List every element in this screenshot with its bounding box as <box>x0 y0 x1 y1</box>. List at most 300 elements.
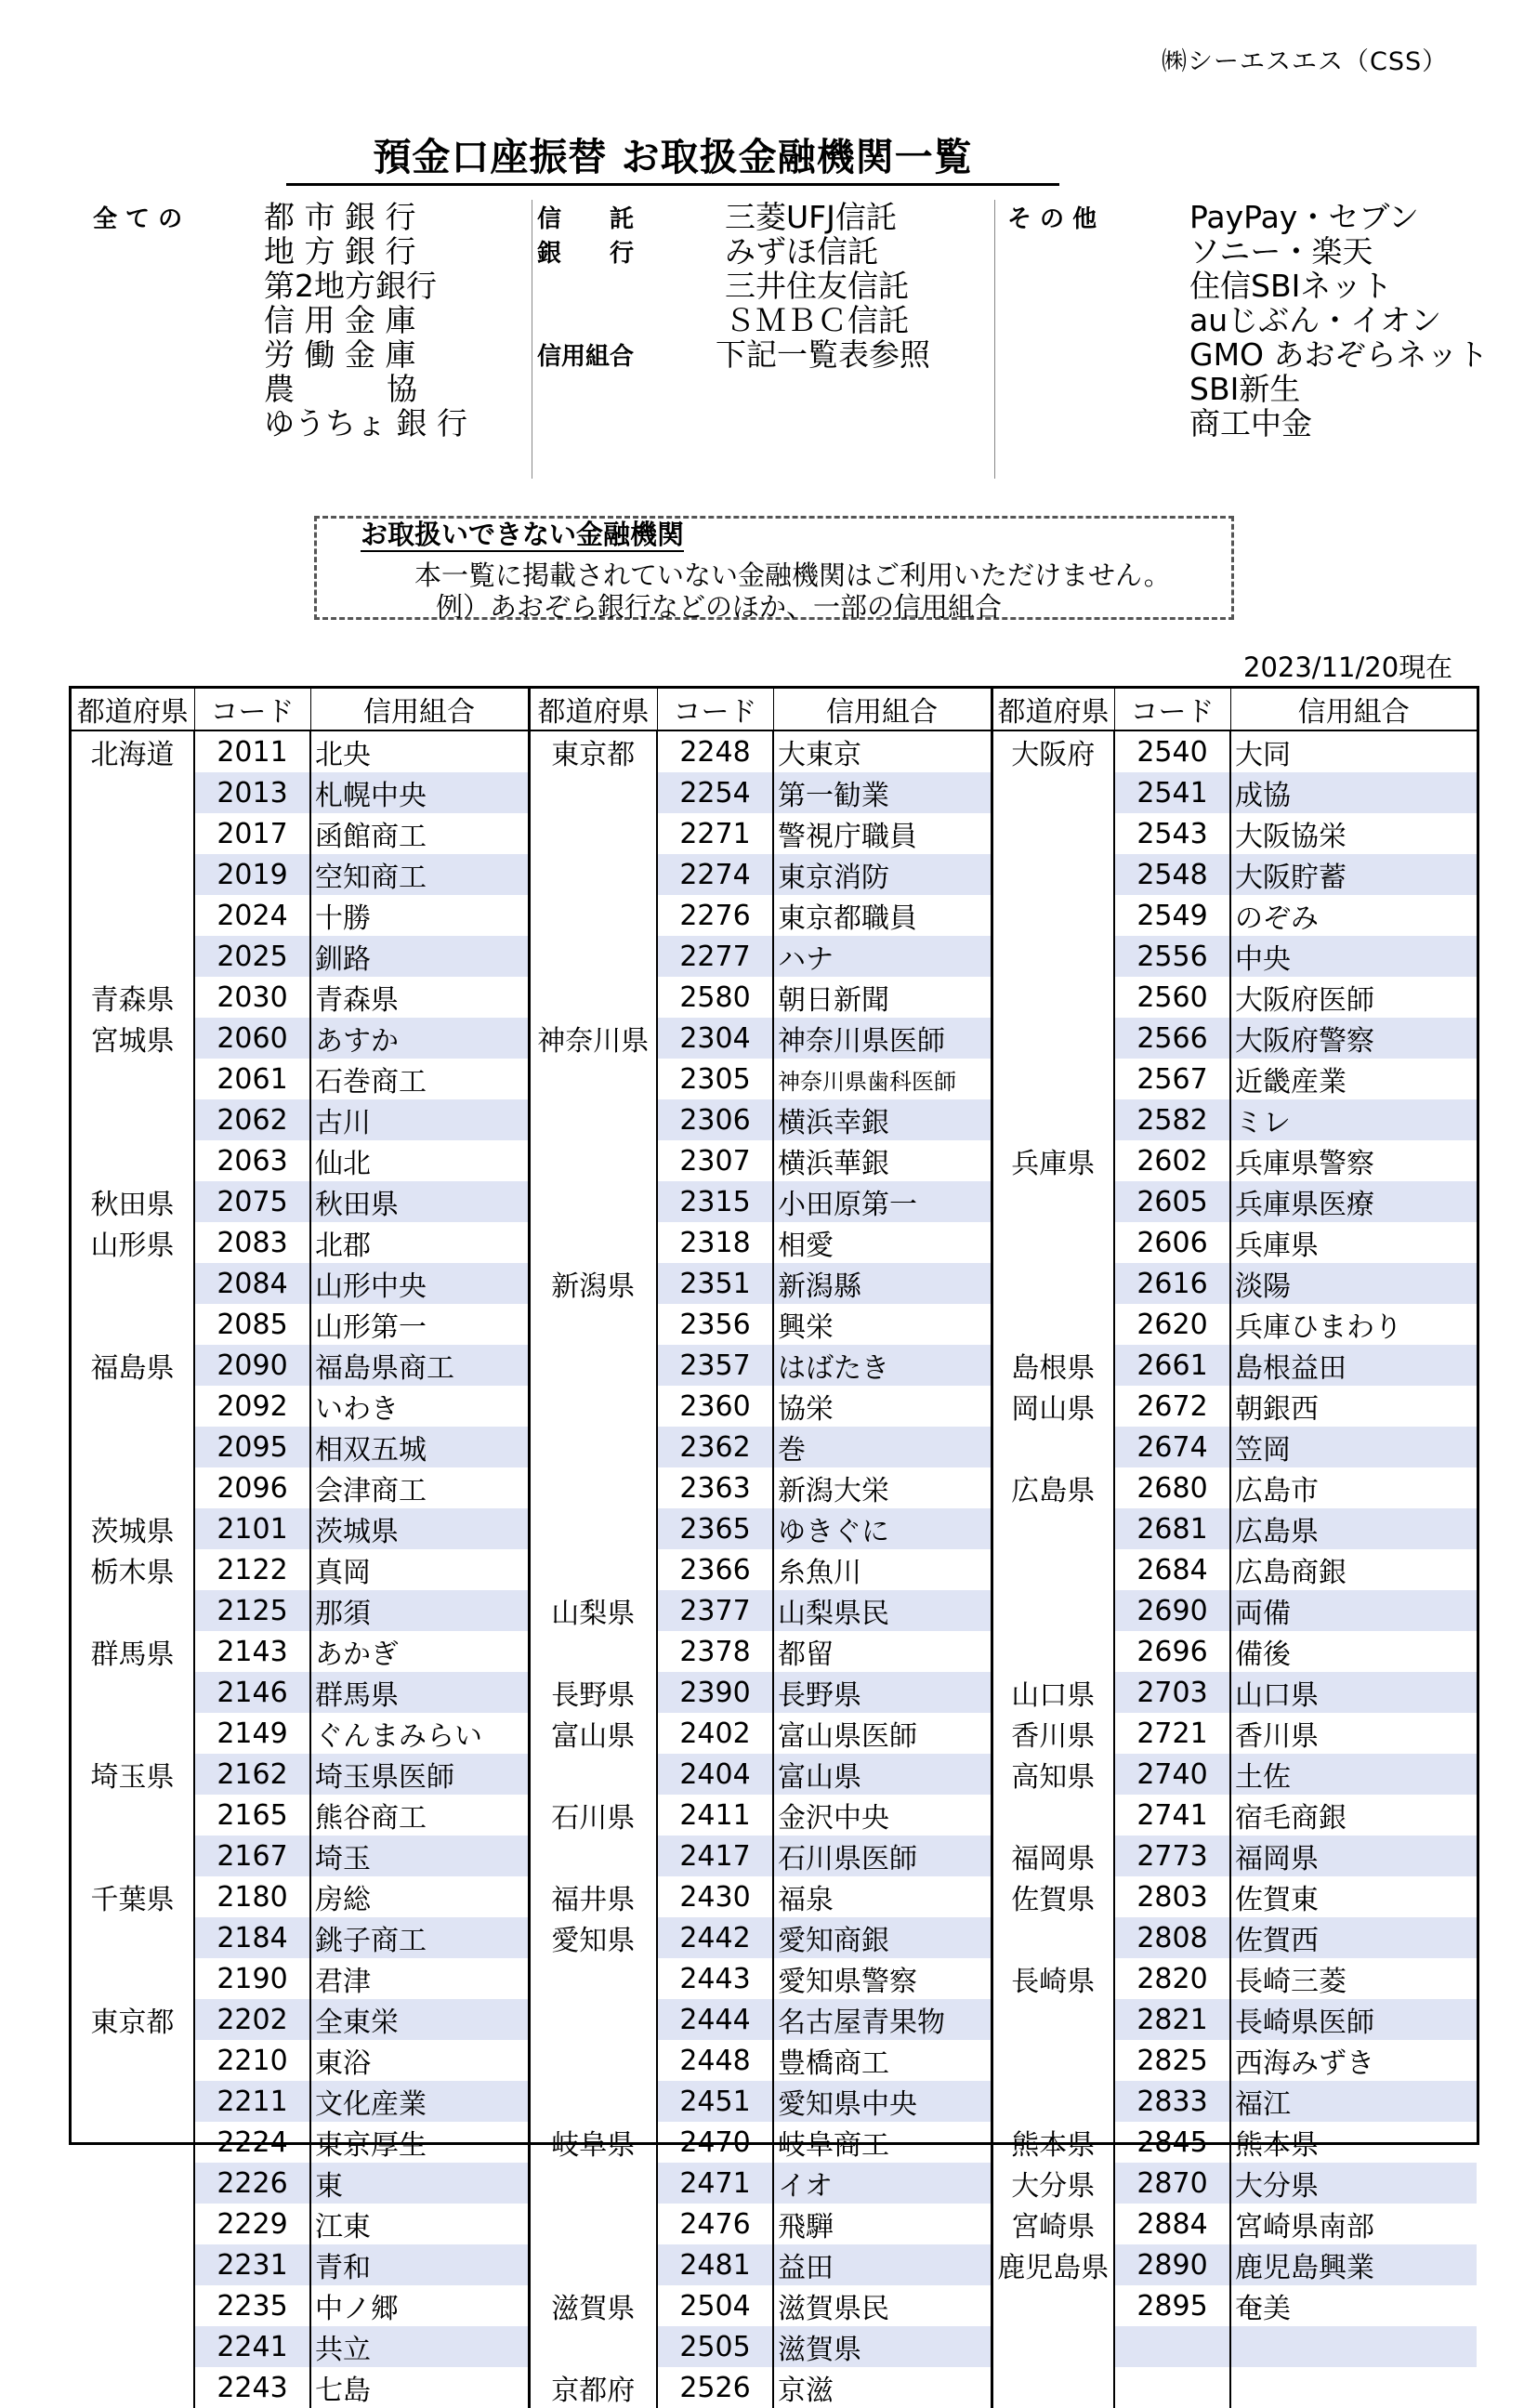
code-cell: 2721 <box>1114 1713 1230 1754</box>
union-name-cell: 埼玉 <box>310 1836 529 1876</box>
union-name-cell: 群馬県 <box>310 1672 529 1713</box>
table-row <box>72 1018 1477 1059</box>
code-cell: 2548 <box>1114 854 1230 895</box>
code-cell: 2543 <box>1114 813 1230 854</box>
union-name-cell: 空知商工 <box>310 854 529 895</box>
code-cell: 2616 <box>1114 1263 1230 1304</box>
union-name-cell: 会津商工 <box>310 1467 529 1508</box>
prefecture-cell <box>992 813 1114 854</box>
union-name-cell: 佐賀西 <box>1230 1917 1477 1958</box>
union-name-cell: 飛騨 <box>773 2204 992 2244</box>
table-row <box>72 772 1477 813</box>
prefecture-cell <box>529 1304 657 1345</box>
code-cell: 2825 <box>1114 2040 1230 2081</box>
code-cell: 2541 <box>1114 772 1230 813</box>
code-cell: 2318 <box>657 1222 773 1263</box>
prefecture-cell <box>529 1467 657 1508</box>
prefecture-cell <box>72 1263 194 1304</box>
union-name-cell: 香川県 <box>1230 1713 1477 1754</box>
category-item: 労 働 金 庫 <box>264 336 416 373</box>
code-cell: 2681 <box>1114 1508 1230 1549</box>
prefecture-cell <box>529 1958 657 1999</box>
union-name-cell: 広島商銀 <box>1230 1549 1477 1590</box>
category-item: 都 市 銀 行 <box>264 199 416 235</box>
prefecture-cell <box>529 2204 657 2244</box>
union-name-cell: 東 <box>310 2163 529 2204</box>
table-row <box>72 1059 1477 1099</box>
code-cell: 2224 <box>194 2122 310 2163</box>
union-name-cell: 興栄 <box>773 1304 992 1345</box>
prefecture-cell <box>72 1958 194 1999</box>
company-name: ㈱シーエスエス（CSS） <box>1162 47 1449 76</box>
prefecture-cell: 大分県 <box>992 2163 1114 2204</box>
page-title: 預金口座振替 お取扱金融機関一覧 <box>286 126 1059 186</box>
table-row <box>72 895 1477 936</box>
table-row <box>72 1467 1477 1508</box>
code-cell <box>1114 2326 1230 2367</box>
code-cell: 2017 <box>194 813 310 854</box>
union-name-cell: 東京都職員 <box>773 895 992 936</box>
code-cell: 2430 <box>657 1876 773 1917</box>
union-name-cell: 熊谷商工 <box>310 1795 529 1836</box>
category-item: 農 協 <box>264 371 417 407</box>
prefecture-cell <box>529 1140 657 1181</box>
union-name-cell: 長崎県医師 <box>1230 1999 1477 2040</box>
union-name-cell: 近畿産業 <box>1230 1059 1477 1099</box>
code-cell: 2845 <box>1114 2122 1230 2163</box>
code-cell: 2684 <box>1114 1549 1230 1590</box>
code-cell: 2606 <box>1114 1222 1230 1263</box>
code-cell: 2560 <box>1114 977 1230 1018</box>
category-item: 信 用 金 庫 <box>264 302 416 338</box>
union-name-cell: 君津 <box>310 1958 529 1999</box>
prefecture-cell <box>72 1427 194 1467</box>
code-cell: 2167 <box>194 1836 310 1876</box>
prefecture-cell: 島根県 <box>992 1345 1114 1386</box>
category-all-items <box>264 200 467 441</box>
union-name-cell: 土佐 <box>1230 1754 1477 1795</box>
table-row <box>72 1876 1477 1917</box>
code-cell <box>1114 2367 1230 2408</box>
code-cell: 2024 <box>194 895 310 936</box>
table-row <box>72 2040 1477 2081</box>
prefecture-cell <box>529 1059 657 1099</box>
code-cell: 2476 <box>657 2204 773 2244</box>
union-name-cell: 古川 <box>310 1099 529 1140</box>
code-cell: 2377 <box>657 1590 773 1631</box>
category-other-items <box>1189 200 1489 441</box>
code-cell: 2274 <box>657 854 773 895</box>
union-name-cell: 福泉 <box>773 1876 992 1917</box>
union-name-cell: 青森県 <box>310 977 529 1018</box>
prefecture-cell <box>992 895 1114 936</box>
header-prefecture: 都道府県 <box>72 689 194 730</box>
code-cell: 2075 <box>194 1181 310 1222</box>
prefecture-cell <box>529 1754 657 1795</box>
table-row <box>72 1222 1477 1263</box>
prefecture-cell: 新潟県 <box>529 1263 657 1304</box>
prefecture-cell <box>992 1099 1114 1140</box>
prefecture-cell <box>992 977 1114 1018</box>
table-row <box>72 730 1477 772</box>
prefecture-cell: 秋田県 <box>90 1189 175 1221</box>
union-name-cell: 都留 <box>773 1631 992 1672</box>
prefecture-cell <box>529 977 657 1018</box>
union-name-cell: 西海みずき <box>1230 2040 1477 2081</box>
category-other-label: そ の 他 <box>1007 205 1097 233</box>
union-name-cell: 長野県 <box>773 1672 992 1713</box>
code-cell: 2870 <box>1114 2163 1230 2204</box>
union-name-cell: 兵庫県 <box>1230 1222 1477 1263</box>
union-name-cell: 糸魚川 <box>773 1549 992 1590</box>
table-row <box>72 854 1477 895</box>
code-cell: 2306 <box>657 1099 773 1140</box>
table-row <box>72 1345 1477 1386</box>
prefecture-cell <box>529 1836 657 1876</box>
code-cell: 2471 <box>657 2163 773 2204</box>
table-row <box>72 2163 1477 2204</box>
prefecture-cell: 鹿児島県 <box>992 2244 1114 2285</box>
union-name-cell: 青和 <box>310 2244 529 2285</box>
prefecture-cell <box>992 1590 1114 1631</box>
union-name-cell: 福江 <box>1230 2081 1477 2122</box>
prefecture-cell <box>992 1795 1114 1836</box>
union-name-cell: 房総 <box>310 1876 529 1917</box>
code-cell: 2229 <box>194 2204 310 2244</box>
union-name-cell: ゆきぐに <box>773 1508 992 1549</box>
table-row <box>72 813 1477 854</box>
code-cell: 2582 <box>1114 1099 1230 1140</box>
prefecture-cell: 広島県 <box>992 1467 1114 1508</box>
union-name-cell: 滋賀県 <box>773 2326 992 2367</box>
prefecture-cell <box>992 2285 1114 2326</box>
prefecture-cell <box>72 2244 194 2285</box>
table-header-row <box>72 689 1477 730</box>
code-cell: 2620 <box>1114 1304 1230 1345</box>
code-cell: 2305 <box>657 1059 773 1099</box>
union-name-cell: 宿毛商銀 <box>1230 1795 1477 1836</box>
table-row <box>72 1508 1477 1549</box>
prefecture-cell <box>992 1222 1114 1263</box>
code-cell: 2210 <box>194 2040 310 2081</box>
table-row <box>72 1917 1477 1958</box>
code-cell: 2360 <box>657 1386 773 1427</box>
code-cell: 2674 <box>1114 1427 1230 1467</box>
code-cell: 2090 <box>194 1345 310 1386</box>
code-cell: 2254 <box>657 772 773 813</box>
prefecture-cell <box>72 1917 194 1958</box>
union-name-cell: 奄美 <box>1230 2285 1477 2326</box>
code-cell: 2248 <box>657 730 773 772</box>
code-cell: 2101 <box>194 1508 310 1549</box>
code-cell: 2444 <box>657 1999 773 2040</box>
table-row <box>72 2204 1477 2244</box>
union-name-cell: 横浜幸銀 <box>773 1099 992 1140</box>
code-cell: 2773 <box>1114 1836 1230 1876</box>
union-name-cell: 第一勧業 <box>773 772 992 813</box>
table-row <box>72 2122 1477 2163</box>
table-row <box>72 1099 1477 1140</box>
union-name-cell: 金沢中央 <box>773 1795 992 1836</box>
union-name-cell: 愛知県中央 <box>773 2081 992 2122</box>
prefecture-cell <box>72 2040 194 2081</box>
union-name-cell: いわき <box>310 1386 529 1427</box>
union-name-cell: 北央 <box>310 730 529 772</box>
credit-union-note: 下記一覧表参照 <box>716 336 930 373</box>
as-of-date: 2023/11/20現在 <box>1243 651 1453 683</box>
prefecture-cell <box>529 2326 657 2367</box>
union-name-cell: 埼玉県医師 <box>310 1754 529 1795</box>
category-item: GMO あおぞらネット <box>1189 336 1489 373</box>
union-name-cell: 仙北 <box>310 1140 529 1181</box>
category-item: みずほ信託 <box>725 233 878 270</box>
code-cell: 2417 <box>657 1836 773 1876</box>
table-row <box>72 1958 1477 1999</box>
union-name-cell: 大同 <box>1230 730 1477 772</box>
prefecture-cell: 京都府 <box>529 2367 657 2408</box>
union-name-cell: 七島 <box>310 2367 529 2408</box>
prefecture-cell <box>992 1631 1114 1672</box>
prefecture-cell <box>992 1917 1114 1958</box>
prefecture-cell <box>72 2081 194 2122</box>
table-row <box>72 2081 1477 2122</box>
code-cell: 2190 <box>194 1958 310 1999</box>
code-cell: 2703 <box>1114 1672 1230 1713</box>
code-cell: 2362 <box>657 1427 773 1467</box>
table-row <box>72 1590 1477 1631</box>
code-cell: 2243 <box>194 2367 310 2408</box>
code-cell: 2526 <box>657 2367 773 2408</box>
code-cell: 2741 <box>1114 1795 1230 1836</box>
notice-line: 本一覧に掲載されていない金融機関はご利用いただけません。 <box>414 559 1171 591</box>
table-row <box>72 2244 1477 2285</box>
prefecture-cell <box>529 1427 657 1467</box>
union-name-cell: 大東京 <box>773 730 992 772</box>
table-row <box>72 2285 1477 2326</box>
table-row <box>72 1140 1477 1181</box>
union-name-cell: 名古屋青果物 <box>773 1999 992 2040</box>
table-row <box>72 1754 1477 1795</box>
code-cell: 2442 <box>657 1917 773 1958</box>
prefecture-cell: 青森県 <box>90 984 175 1017</box>
prefecture-cell <box>529 2081 657 2122</box>
table-row <box>72 2326 1477 2367</box>
prefecture-cell: 東京都 <box>90 2007 175 2039</box>
code-cell: 2740 <box>1114 1754 1230 1795</box>
union-name-cell: あすか <box>310 1018 529 1059</box>
header-prefecture: 都道府県 <box>529 689 657 730</box>
code-cell: 2690 <box>1114 1590 1230 1631</box>
union-name-cell: イオ <box>773 2163 992 2204</box>
code-cell: 2271 <box>657 813 773 854</box>
code-cell: 2672 <box>1114 1386 1230 1427</box>
category-item: ソニー・楽天 <box>1189 233 1373 270</box>
code-cell: 2184 <box>194 1917 310 1958</box>
prefecture-cell: 富山県 <box>529 1713 657 1754</box>
code-cell: 2084 <box>194 1263 310 1304</box>
code-cell: 2378 <box>657 1631 773 1672</box>
union-name-cell: 島根益田 <box>1230 1345 1477 1386</box>
union-name-cell: 滋賀県民 <box>773 2285 992 2326</box>
header-prefecture: 都道府県 <box>992 689 1114 730</box>
union-name-cell: 東京厚生 <box>310 2122 529 2163</box>
table-row <box>72 1263 1477 1304</box>
union-name-cell: 神奈川県医師 <box>773 1018 992 1059</box>
table-row <box>72 1713 1477 1754</box>
prefecture-cell: 香川県 <box>992 1713 1114 1754</box>
table-row <box>72 1999 1477 2040</box>
union-name-cell: 大阪貯蓄 <box>1230 854 1477 895</box>
prefecture-cell <box>992 2326 1114 2367</box>
prefecture-cell: 岡山県 <box>992 1386 1114 1427</box>
prefecture-cell: 神奈川県 <box>529 1018 657 1059</box>
prefecture-cell <box>992 1304 1114 1345</box>
table-row <box>72 2367 1477 2408</box>
code-cell: 2011 <box>194 730 310 772</box>
prefecture-cell <box>72 1713 194 1754</box>
prefecture-cell <box>72 2285 194 2326</box>
code-cell: 2602 <box>1114 1140 1230 1181</box>
code-cell: 2030 <box>194 977 310 1018</box>
code-cell: 2061 <box>194 1059 310 1099</box>
prefecture-cell <box>72 1386 194 1427</box>
table-row <box>72 1304 1477 1345</box>
union-name-cell: 小田原第一 <box>773 1181 992 1222</box>
prefecture-cell: 長崎県 <box>992 1958 1114 1999</box>
prefecture-cell <box>72 2326 194 2367</box>
union-name-cell <box>1230 2367 1477 2408</box>
union-name-cell: 兵庫県警察 <box>1230 1140 1477 1181</box>
prefecture-cell <box>529 895 657 936</box>
union-name-cell: 富山県医師 <box>773 1713 992 1754</box>
union-name-cell: 真岡 <box>310 1549 529 1590</box>
prefecture-cell <box>529 1999 657 2040</box>
prefecture-cell <box>992 1549 1114 1590</box>
union-name-cell: 兵庫ひまわり <box>1230 1304 1477 1345</box>
prefecture-cell <box>529 1345 657 1386</box>
prefecture-cell: 福島県 <box>90 1352 175 1385</box>
table-row <box>72 1386 1477 1427</box>
prefecture-cell <box>72 1140 194 1181</box>
category-item: 三菱UFJ信託 <box>725 199 897 235</box>
prefecture-cell: 福岡県 <box>992 1836 1114 1876</box>
union-name-cell: 富山県 <box>773 1754 992 1795</box>
prefecture-cell <box>992 1018 1114 1059</box>
prefecture-cell <box>992 1427 1114 1467</box>
prefecture-cell <box>72 813 194 854</box>
category-trust-items <box>725 200 909 337</box>
union-name-cell: 北郡 <box>310 1222 529 1263</box>
prefecture-cell: 宮城県 <box>90 1025 175 1058</box>
code-cell: 2019 <box>194 854 310 895</box>
union-name-cell: 朝銀西 <box>1230 1386 1477 1427</box>
table-row <box>72 1549 1477 1590</box>
table-row <box>72 1795 1477 1836</box>
union-name-cell: 広島県 <box>1230 1508 1477 1549</box>
code-cell: 2580 <box>657 977 773 1018</box>
prefecture-cell <box>72 1672 194 1713</box>
code-cell: 2277 <box>657 936 773 977</box>
prefecture-cell: 山口県 <box>992 1672 1114 1713</box>
union-name-cell: 成協 <box>1230 772 1477 813</box>
prefecture-cell <box>72 2163 194 2204</box>
table-row <box>72 1181 1477 1222</box>
category-item: ＳＭＢＣ信託 <box>725 302 909 338</box>
prefecture-cell <box>72 2122 194 2163</box>
divider <box>994 200 995 479</box>
union-name-cell: 横浜華銀 <box>773 1140 992 1181</box>
code-cell: 2351 <box>657 1263 773 1304</box>
union-name-cell: 釧路 <box>310 936 529 977</box>
union-name-cell: 大阪府医師 <box>1230 977 1477 1018</box>
code-cell: 2146 <box>194 1672 310 1713</box>
union-name-cell: 愛知県警察 <box>773 1958 992 1999</box>
header-name: 信用組合 <box>1230 689 1477 730</box>
prefecture-cell <box>72 936 194 977</box>
union-name-cell: 秋田県 <box>310 1181 529 1222</box>
union-name-cell: 大分県 <box>1230 2163 1477 2204</box>
prefecture-cell: 山形県 <box>90 1230 175 1262</box>
prefecture-cell <box>992 2081 1114 2122</box>
code-cell: 2365 <box>657 1508 773 1549</box>
prefecture-cell: 高知県 <box>992 1754 1114 1795</box>
code-cell: 2180 <box>194 1876 310 1917</box>
code-cell: 2062 <box>194 1099 310 1140</box>
union-name-cell: 山口県 <box>1230 1672 1477 1713</box>
union-name-cell: 長崎三菱 <box>1230 1958 1477 1999</box>
category-trust-label: 信 託 銀 行 <box>537 205 635 268</box>
prefecture-cell <box>72 2204 194 2244</box>
union-name-cell: 佐賀東 <box>1230 1876 1477 1917</box>
notice-example: 例）あおぞら銀行などのほか、一部の信用組合 <box>436 591 1003 623</box>
prefecture-cell <box>529 1099 657 1140</box>
prefecture-cell <box>72 1795 194 1836</box>
prefecture-cell: 群馬県 <box>90 1638 175 1671</box>
prefecture-cell <box>992 1508 1114 1549</box>
union-name-cell: 福島県商工 <box>310 1345 529 1386</box>
code-cell: 2143 <box>194 1631 310 1672</box>
code-cell: 2680 <box>1114 1467 1230 1508</box>
union-name-cell: 茨城県 <box>310 1508 529 1549</box>
union-name-cell: 共立 <box>310 2326 529 2367</box>
code-cell: 2443 <box>657 1958 773 1999</box>
header-code: コード <box>1114 689 1230 730</box>
prefecture-cell <box>529 854 657 895</box>
union-name-cell: 淡陽 <box>1230 1263 1477 1304</box>
code-cell: 2402 <box>657 1713 773 1754</box>
union-name-cell: のぞみ <box>1230 895 1477 936</box>
code-cell: 2890 <box>1114 2244 1230 2285</box>
code-cell: 2013 <box>194 772 310 813</box>
code-cell: 2165 <box>194 1795 310 1836</box>
code-cell: 2202 <box>194 1999 310 2040</box>
prefecture-cell: 栃木県 <box>90 1557 175 1589</box>
prefecture-cell: 福井県 <box>529 1876 657 1917</box>
prefecture-cell <box>529 936 657 977</box>
union-name-cell: 十勝 <box>310 895 529 936</box>
code-cell: 2390 <box>657 1672 773 1713</box>
prefecture-cell: 宮崎県 <box>992 2204 1114 2244</box>
prefecture-cell <box>992 854 1114 895</box>
category-item: SBI新生 <box>1189 371 1301 407</box>
union-name-cell: 文化産業 <box>310 2081 529 2122</box>
code-cell: 2605 <box>1114 1181 1230 1222</box>
prefecture-cell <box>72 1467 194 1508</box>
union-name-cell: 東京消防 <box>773 854 992 895</box>
code-cell: 2895 <box>1114 2285 1230 2326</box>
code-cell: 2149 <box>194 1713 310 1754</box>
prefecture-cell: 大阪府 <box>992 730 1114 772</box>
